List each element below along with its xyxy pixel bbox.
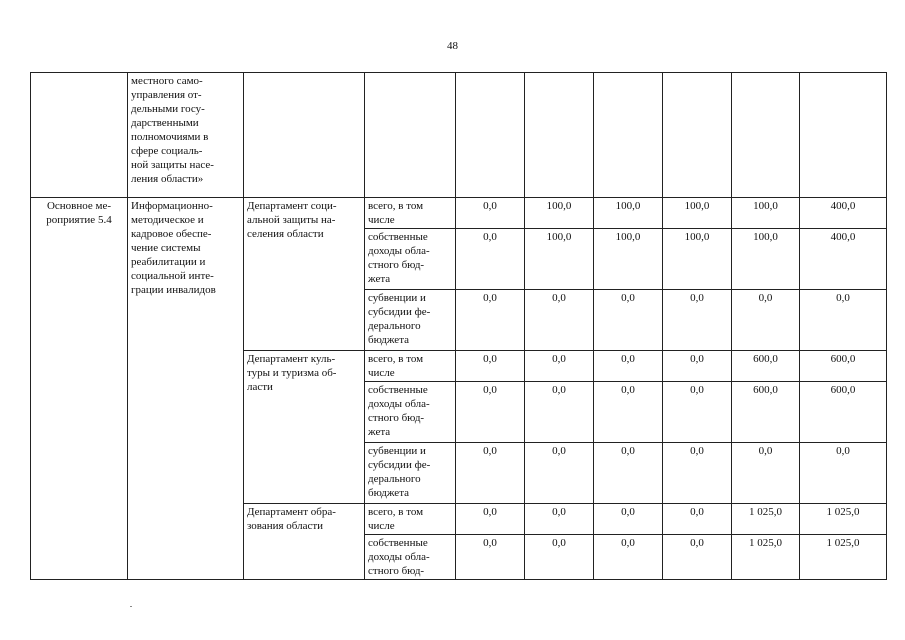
value-cell: 400,0 — [800, 198, 887, 229]
value-cell: 0,0 — [732, 443, 800, 504]
cell-empty — [456, 73, 525, 198]
value-cell: 0,0 — [663, 443, 732, 504]
value-cell: 0,0 — [594, 443, 663, 504]
funding-source: собственные доходы обла- стного бюд- — [365, 535, 456, 580]
value-cell: 0,0 — [525, 504, 594, 535]
value-cell: 0,0 — [456, 198, 525, 229]
value-cell: 0,0 — [456, 504, 525, 535]
continuation-row — [31, 73, 887, 198]
value-cell: 0,0 — [594, 290, 663, 351]
cell-empty — [525, 73, 594, 198]
value-cell: 600,0 — [800, 382, 887, 443]
value-cell: 0,0 — [456, 443, 525, 504]
value-cell: 0,0 — [525, 443, 594, 504]
value-cell: 0,0 — [663, 382, 732, 443]
value-cell: 0,0 — [663, 290, 732, 351]
funding-source: собственные доходы обла- стного бюд- жета — [365, 382, 456, 443]
funding-source: собственные доходы обла- стного бюд- жета — [365, 229, 456, 290]
value-cell: 100,0 — [663, 229, 732, 290]
funding-source: всего, в том числе — [365, 198, 456, 229]
value-cell: 600,0 — [732, 382, 800, 443]
funding-source: субвенции и субсидии фе- дерального бюджета — [365, 290, 456, 351]
value-cell: 0,0 — [525, 290, 594, 351]
value-cell: 600,0 — [800, 351, 887, 382]
cell-empty — [732, 73, 800, 198]
value-cell: 0,0 — [456, 382, 525, 443]
table-body — [31, 73, 887, 580]
value-cell: 1 025,0 — [732, 535, 800, 580]
cell-empty — [31, 73, 128, 198]
value-cell: 0,0 — [663, 351, 732, 382]
funding-source: всего, в том числе — [365, 351, 456, 382]
funding-source: всего, в том числе — [365, 504, 456, 535]
value-cell: 0,0 — [594, 382, 663, 443]
value-cell: 0,0 — [663, 535, 732, 580]
table-row — [31, 198, 887, 229]
value-cell: 0,0 — [525, 351, 594, 382]
cell-empty — [365, 73, 456, 198]
value-cell: 400,0 — [800, 229, 887, 290]
value-cell: 600,0 — [732, 351, 800, 382]
scan-speck — [130, 606, 132, 607]
value-cell: 100,0 — [525, 198, 594, 229]
value-cell: 100,0 — [732, 198, 800, 229]
value-cell: 1 025,0 — [732, 504, 800, 535]
department-name: Департамент куль- туры и туризма об- ласти — [244, 351, 365, 504]
continuation-text: местного само- управления от- дельными госу- дарственными полномочиями в сфере социаль- ной защиты насе- ления области» — [128, 73, 244, 198]
cell-empty — [663, 73, 732, 198]
department-name: Департамент обра- зования области — [244, 504, 365, 580]
cell-empty — [800, 73, 887, 198]
value-cell: 0,0 — [525, 382, 594, 443]
budget-table — [30, 72, 887, 580]
value-cell: 0,0 — [594, 351, 663, 382]
funding-source: субвенции и субсидии фе- дерального бюджета — [365, 443, 456, 504]
cell-empty — [244, 73, 365, 198]
value-cell: 100,0 — [594, 229, 663, 290]
value-cell: 0,0 — [456, 229, 525, 290]
value-cell: 0,0 — [456, 535, 525, 580]
value-cell: 0,0 — [663, 504, 732, 535]
activity-code: Основное ме- роприятие 5.4 — [31, 198, 128, 580]
value-cell: 100,0 — [732, 229, 800, 290]
value-cell: 1 025,0 — [800, 504, 887, 535]
value-cell: 0,0 — [800, 290, 887, 351]
value-cell: 1 025,0 — [800, 535, 887, 580]
value-cell: 100,0 — [663, 198, 732, 229]
value-cell: 0,0 — [594, 504, 663, 535]
value-cell: 0,0 — [594, 535, 663, 580]
value-cell: 0,0 — [732, 290, 800, 351]
department-name: Департамент соци- альной защиты на- селения области — [244, 198, 365, 351]
cell-empty — [594, 73, 663, 198]
activity-name: Информационно- методическое и кадровое обеспе- чение системы реабилитации и социальной инте- грации инвалидов — [128, 198, 244, 580]
value-cell: 100,0 — [594, 198, 663, 229]
value-cell: 0,0 — [800, 443, 887, 504]
value-cell: 0,0 — [456, 290, 525, 351]
page-number: 48 — [447, 40, 458, 52]
value-cell: 0,0 — [456, 351, 525, 382]
value-cell: 100,0 — [525, 229, 594, 290]
value-cell: 0,0 — [525, 535, 594, 580]
